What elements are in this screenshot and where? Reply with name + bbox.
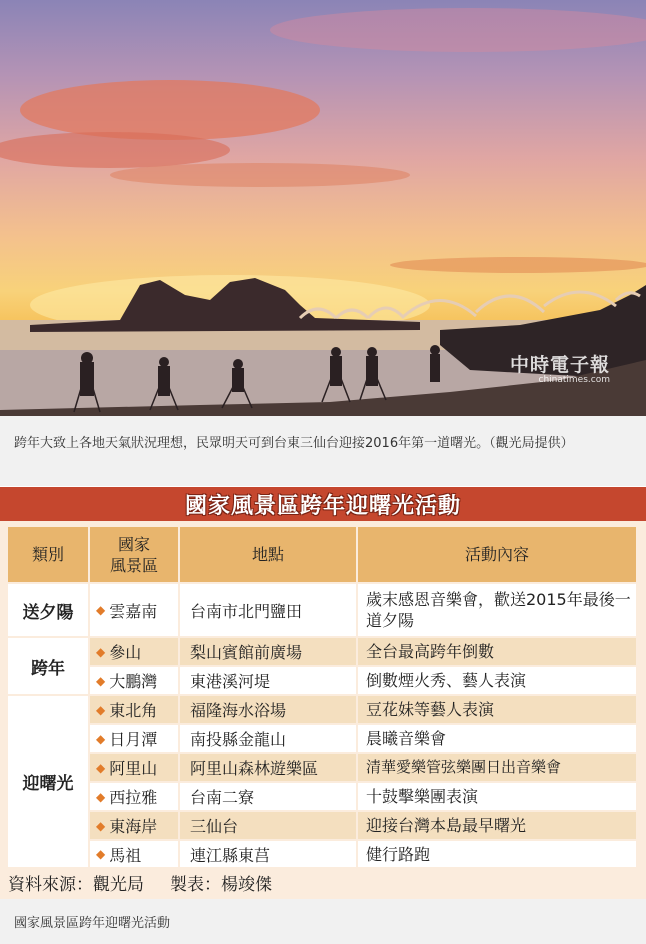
table-row-area — [90, 783, 178, 810]
category-new-year: 跨年 — [8, 638, 88, 694]
source-line — [8, 870, 272, 895]
activity-text: 十鼓擊樂團表演 — [358, 783, 636, 810]
bullet-icon: ◆ — [96, 603, 106, 617]
infographic-banner — [0, 487, 646, 521]
area-name: 西拉雅 — [109, 788, 158, 807]
table-row-area — [90, 812, 178, 839]
location-name: 台南市北門鹽田 — [180, 584, 356, 636]
location-name: 阿里山森林遊樂區 — [180, 754, 356, 781]
photo-caption — [0, 416, 646, 486]
infographic — [0, 487, 646, 899]
location-name: 台南二寮 — [180, 783, 356, 810]
category-sunset: 送夕陽 — [8, 584, 88, 636]
watermark-title: 中時電子報 — [509, 354, 610, 376]
header-location: 地點 — [180, 527, 356, 582]
activity-text: 歲末感恩音樂會，歡送2015年最後一道夕陽 — [358, 584, 636, 636]
bullet-icon: ◆ — [96, 702, 106, 717]
location-name: 梨山賓館前廣場 — [180, 638, 356, 665]
area-name: 日月潭 — [109, 730, 158, 749]
watermark-url: chinatimes.com — [538, 375, 610, 385]
table-row-area — [90, 638, 178, 665]
table-row-area — [90, 754, 178, 781]
bullet-icon: ◆ — [96, 673, 106, 688]
activity-text: 倒數煙火秀、藝人表演 — [358, 667, 636, 694]
infographic-title: 國家風景區跨年迎曙光活動 — [184, 493, 461, 519]
activity-text: 豆花妹等藝人表演 — [358, 696, 636, 723]
bullet-icon: ◆ — [96, 731, 106, 746]
area-name: 大鵬灣 — [109, 672, 158, 691]
source-credit: 資料來源：觀光局 — [8, 875, 144, 895]
header-area: 國家 風景區 — [90, 527, 178, 582]
activity-text: 清華愛樂管弦樂團日出音樂會 — [358, 754, 636, 781]
category-sunrise: 迎曙光 — [8, 696, 88, 867]
table-row-area — [90, 696, 178, 723]
location-name: 連江縣東莒 — [180, 841, 356, 867]
table-row-area — [90, 841, 178, 867]
table-row-area — [90, 584, 178, 636]
header-activity: 活動內容 — [358, 527, 636, 582]
location-name: 福隆海水浴場 — [180, 696, 356, 723]
table-row-area — [90, 667, 178, 694]
bullet-icon: ◆ — [96, 644, 106, 659]
header-category: 類別 — [8, 527, 88, 582]
bullet-icon: ◆ — [96, 760, 106, 775]
location-name: 南投縣金龍山 — [180, 725, 356, 752]
bullet-icon: ◆ — [96, 818, 106, 833]
watermark — [510, 350, 610, 385]
infographic-caption-text: 國家風景區跨年迎曙光活動 — [14, 916, 171, 931]
table-row-area — [90, 725, 178, 752]
area-name: 東海岸 — [109, 817, 158, 836]
bullet-icon: ◆ — [96, 847, 106, 861]
activity-text: 全台最高跨年倒數 — [358, 638, 636, 665]
area-name: 雲嘉南 — [109, 601, 158, 621]
area-name: 阿里山 — [109, 759, 158, 778]
area-name: 東北角 — [109, 701, 158, 720]
activities-table — [8, 527, 636, 867]
area-name: 參山 — [109, 643, 142, 662]
activity-text: 晨曦音樂會 — [358, 725, 636, 752]
activity-text: 迎接台灣本島最早曙光 — [358, 812, 636, 839]
infographic-caption — [0, 899, 646, 944]
photo-sunset-sanxiantai — [0, 0, 646, 416]
photo-caption-text: 跨年大致上各地天氣狀況理想，民眾明天可到台東三仙台迎接2016年第一道曙光。（觀光局提供） — [14, 436, 574, 451]
area-name: 馬祖 — [109, 845, 142, 865]
maker-credit: 製表：楊竣傑 — [170, 875, 272, 895]
location-name: 東港溪河堤 — [180, 667, 356, 694]
location-name: 三仙台 — [180, 812, 356, 839]
bullet-icon: ◆ — [96, 789, 106, 804]
activity-text: 健行路跑 — [358, 841, 636, 867]
